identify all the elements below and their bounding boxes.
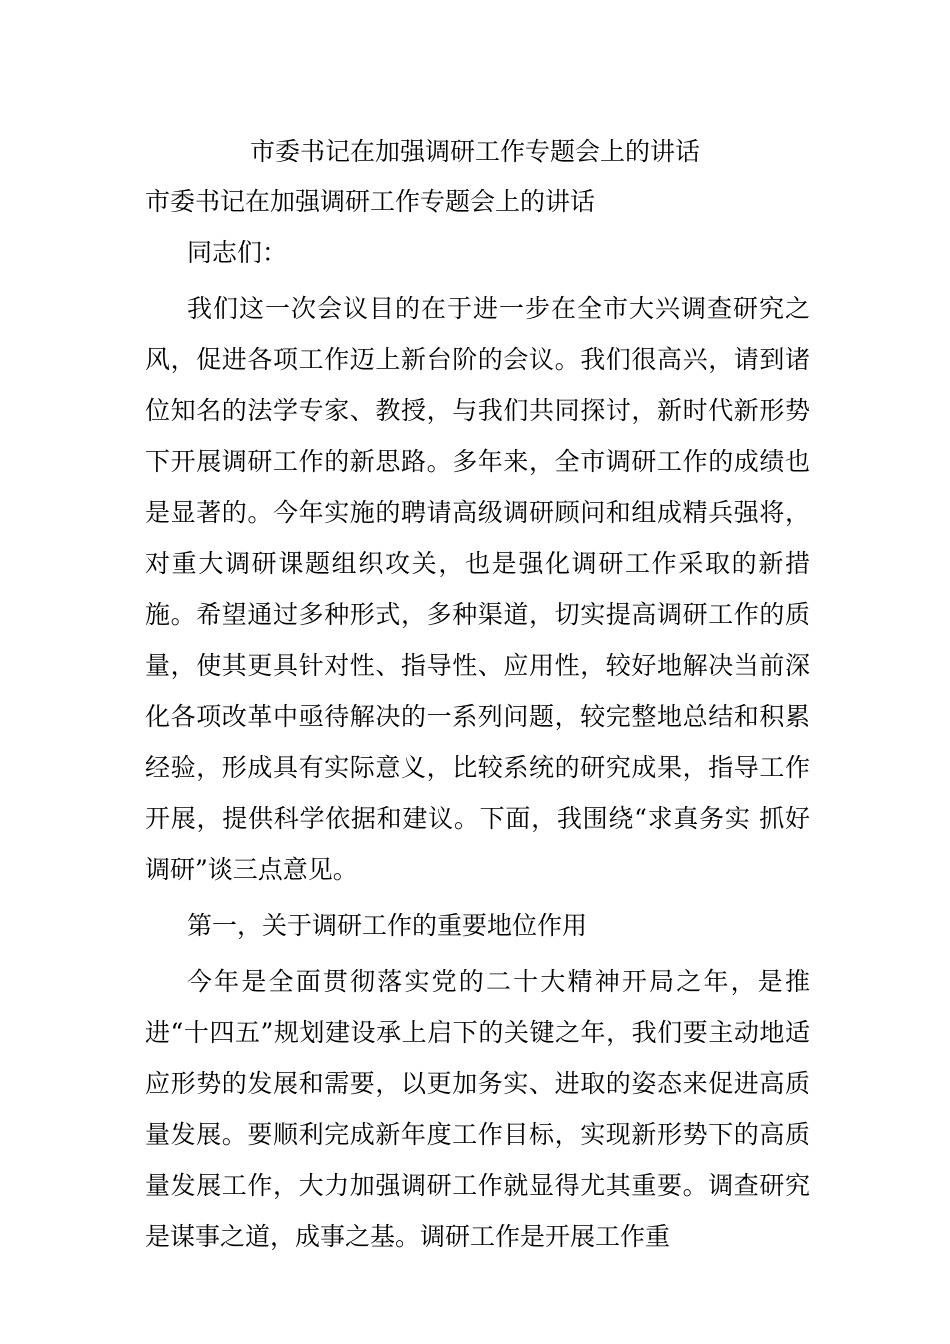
section-heading: 第一，关于调研工作的重要地位作用 <box>187 911 588 940</box>
document-title: 市委书记在加强调研工作专题会上的讲话 <box>249 137 700 166</box>
document-subtitle: 市委书记在加强调研工作专题会上的讲话 <box>145 187 596 216</box>
section-paragraph: 今年是全面贯彻落实党的二十大精神开局之年，是推进“十四五”规划建设承上启下的关键之年，我们要主动地适应形势的发展和需要，以更加务实、进取的姿态来促进高质量发展。要顺利完成新年度工作目标，实现新形势下的高质量发展工作，大力加强调研工作就显得尤其重要。调查研究是谋事之道，成事之基。调研工作是开展工作重 <box>145 967 810 1251</box>
document-body <box>145 232 810 1262</box>
intro-paragraph: 我们这一次会议目的在于进一步在全市大兴调查研究之风，促进各项工作迈上新台阶的会议。我们很高兴，请到诸位知名的法学专家、教授，与我们共同探讨，新时代新形势下开展调研工作的新思路。多年来，全市调研工作的成绩也是显著的。今年实施的聘请高级调研顾问和组成精兵强将，对重大调研课题组织攻关，也是强化调研工作采取的新措施。希望通过多种形式，多种渠道，切实提高调研工作的质量，使其更具针对性、指导性、应用性，较好地解决当前深化各项改革中亟待解决的一系列问题，较完整地总结和积累经验，形成具有实际意义，比较系统的研究成果，指导工作开展，提供科学依据和建议。下面，我围绕“求真务实 抓好调研”谈三点意见。 <box>145 294 810 884</box>
salutation: 同志们： <box>187 238 288 267</box>
